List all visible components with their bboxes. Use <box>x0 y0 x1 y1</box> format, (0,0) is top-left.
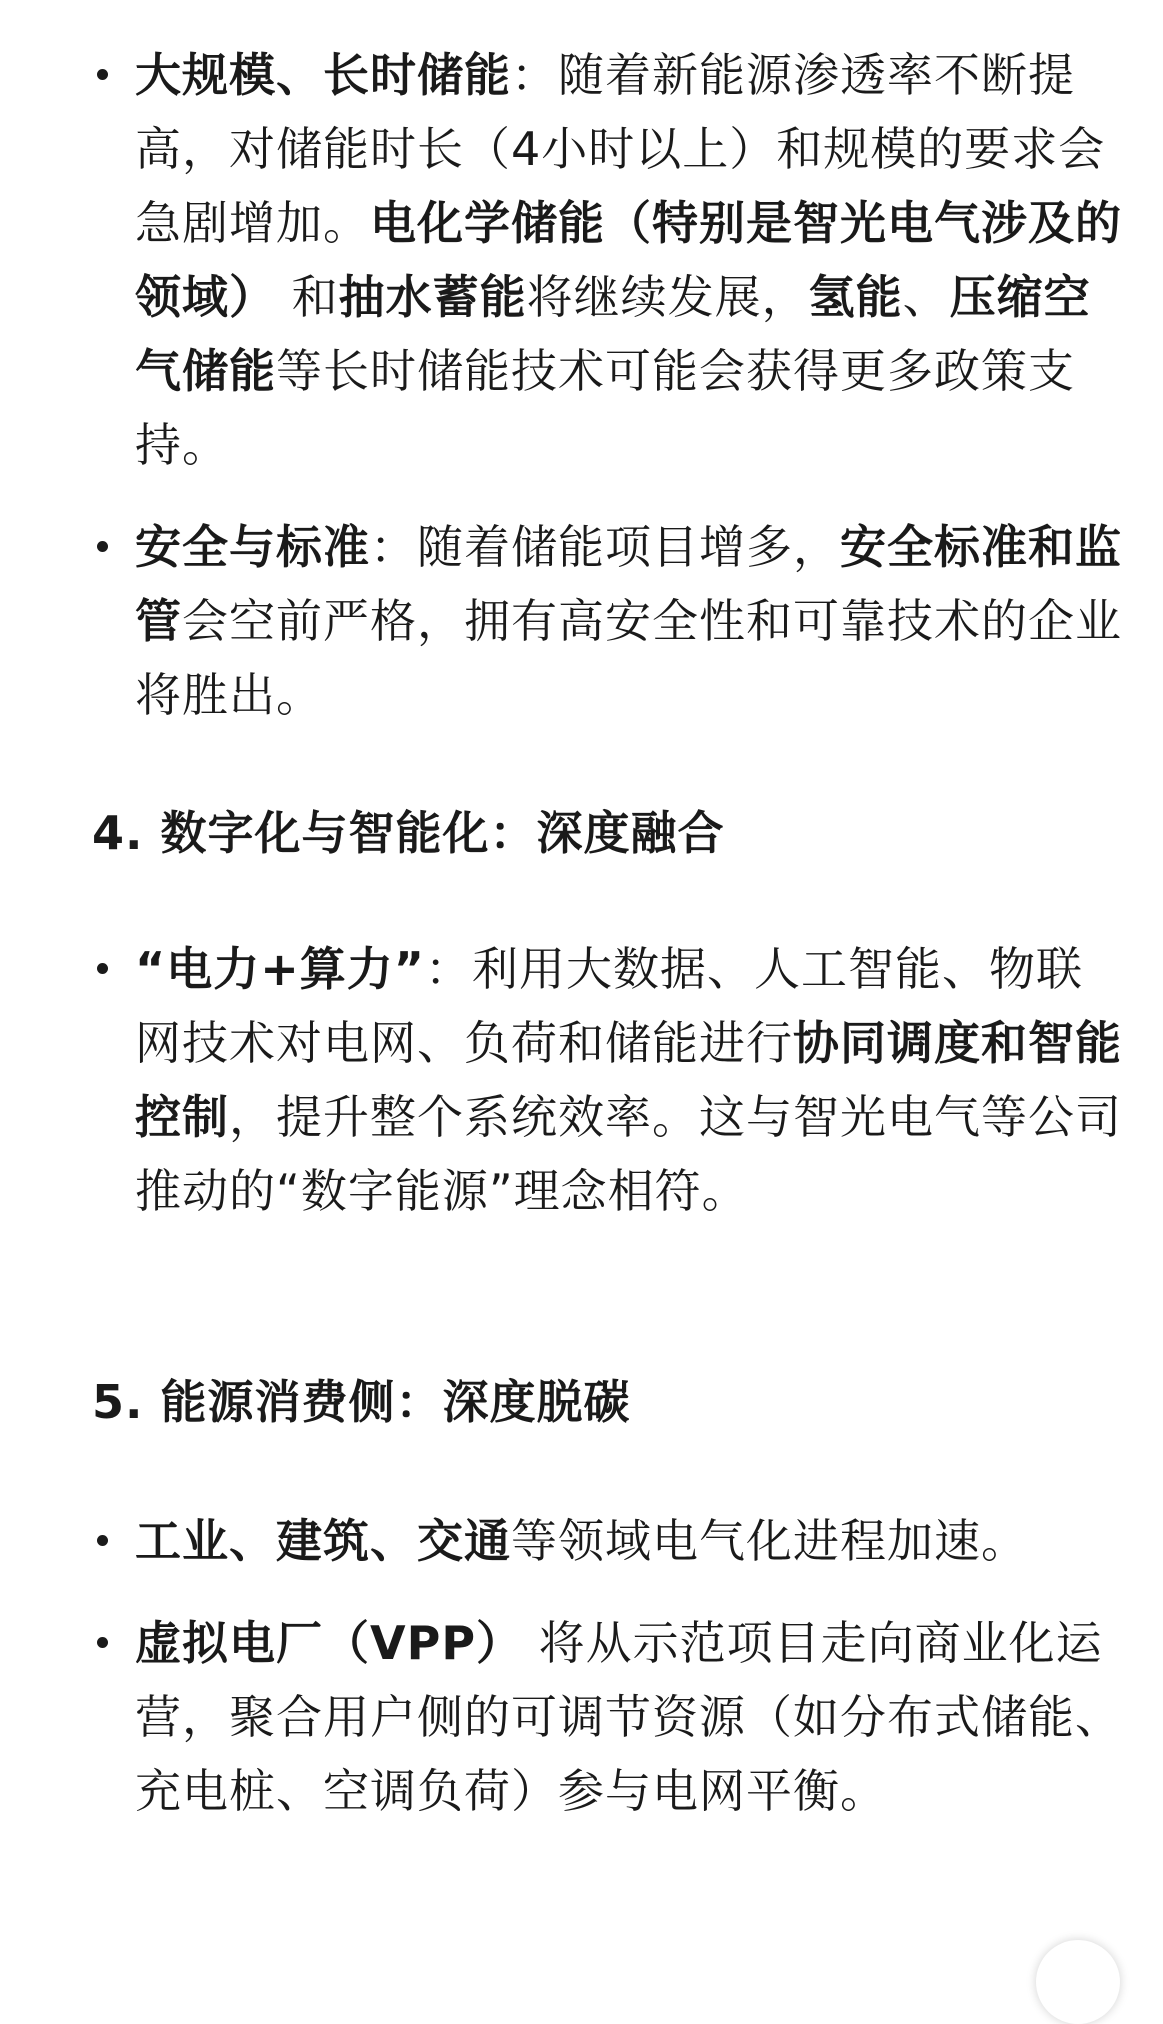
bullet-list <box>92 38 1122 732</box>
body-text: 将继续发展， <box>526 270 809 324</box>
bullet-list <box>92 1504 1122 1828</box>
bullet-icon <box>97 963 108 974</box>
bold-text: 安全标准和监管 <box>135 520 1122 648</box>
bold-text: 协同调度和智能控制 <box>135 1016 1122 1144</box>
bold-text: 压缩空气储能 <box>135 270 1091 398</box>
list-item <box>92 38 1122 482</box>
bullet-list <box>92 932 1122 1228</box>
scroll-down-button[interactable] <box>1036 1940 1120 2024</box>
bold-text: 虚拟电厂（VPP） <box>135 1616 524 1670</box>
bold-text: 电化学储能（特别是智光电气涉及的领域） <box>135 196 1122 324</box>
bold-text: 抽水蓄能 <box>338 270 527 324</box>
body-text: 、 <box>902 270 950 324</box>
list-item <box>92 1606 1122 1828</box>
bullet-icon <box>97 541 108 552</box>
bold-text: 氢能 <box>808 270 903 324</box>
body-text: 等领域电气化进程加速。 <box>511 1514 1028 1568</box>
bold-text: 大规模、长时储能 <box>135 48 511 102</box>
bullet-icon <box>97 1637 108 1648</box>
bold-text: 安全与标准 <box>135 520 370 574</box>
body-text: 将从示范项目走向商业化运营，聚合用户侧的可调节资源（如分布式储能、充电桩、空调负荷）参与电网平衡。 <box>135 1616 1122 1818</box>
list-item <box>92 1504 1122 1578</box>
body-text: ：随着新能源渗透率不断提高，对储能时长（4小时以上）和规模的要求会急剧增加。 <box>135 48 1106 250</box>
body-text: ：利用大数据、人工智能、物联网技术对电网、负荷和储能进行 <box>135 942 1084 1070</box>
bold-text: 工业、建筑、交通 <box>135 1514 511 1568</box>
list-item <box>92 932 1122 1228</box>
section-heading: 4. 数字化与智能化：深度融合 <box>92 806 725 860</box>
body-text: 和 <box>276 270 339 324</box>
section-heading: 5. 能源消费侧：深度脱碳 <box>92 1375 631 1429</box>
body-text: ，提升整个系统效率。这与智光电气等公司推动的“数字能源”理念相符。 <box>135 1090 1122 1218</box>
body-text: 会空前严格，拥有高安全性和可靠技术的企业将胜出。 <box>135 594 1122 722</box>
bold-text: “电力+算力” <box>135 942 426 996</box>
bullet-icon <box>97 1535 108 1546</box>
body-text: 等长时储能技术可能会获得更多政策支持。 <box>135 344 1075 472</box>
list-item <box>92 510 1122 732</box>
body-text: ：随着储能项目增多， <box>370 520 840 574</box>
bullet-icon <box>97 69 108 80</box>
